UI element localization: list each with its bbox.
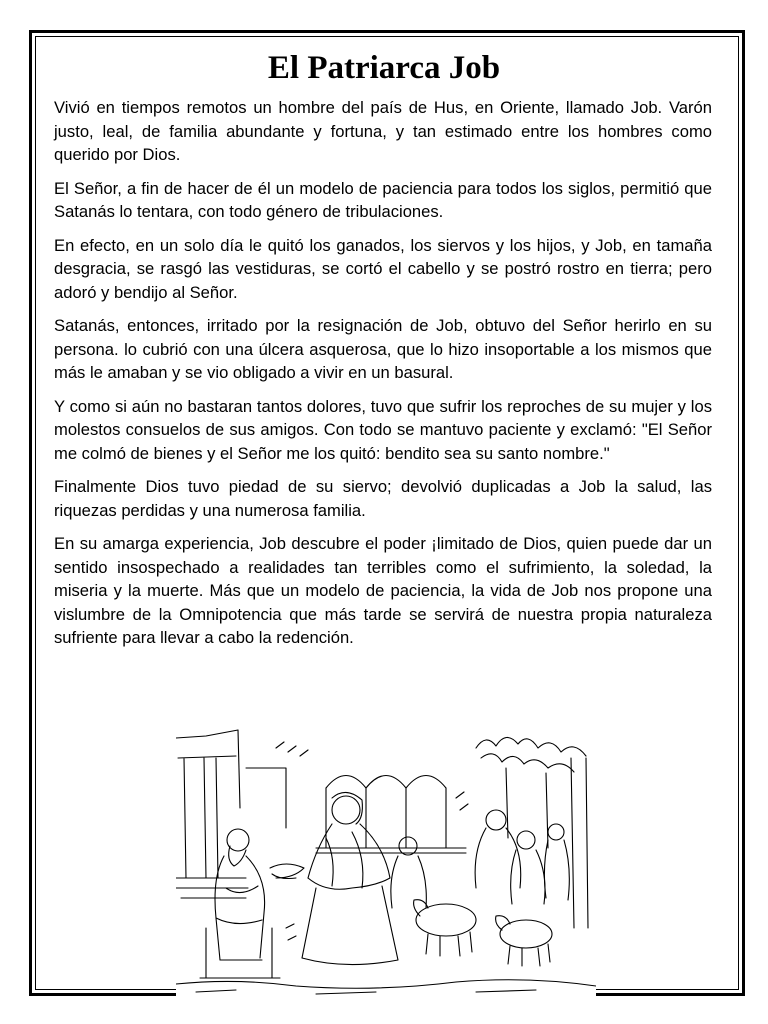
paragraph-6: Finalmente Dios tuvo piedad de su siervo; devolvió duplicadas a Job la salud, las riquezas perdidas y una numerosa familia. [54, 477, 712, 520]
page-title: El Patriarca Job [267, 50, 501, 86]
job-illustration [176, 728, 596, 1000]
paragraph-5: Y como si aún no bastaran tantos dolores, tuvo que sufrir los reproches de su mujer y los molestos consuelos de sus amigos. Con todo se mantuvo paciente y exclamó: "El Señor me colmó de bienes y el Señor me los quitó: bendito sea su santo nombre." [54, 396, 712, 463]
paragraph-1: Vivió en tiempos remotos un hombre del país de Hus, en Oriente, llamado Job. Varón justo, leal, de familia abundante y fortuna, y tan estimado entre los hombres como querido por Dios. [54, 98, 712, 164]
paragraph-4: Satanás, entonces, irritado por la resignación de Job, obtuvo del Señor herirlo en su persona. lo cubrió con una úlcera asquerosa, que lo hizo insoportable a los mismos que más le amaban y se vio obligado a vivir en un basural. [54, 316, 712, 382]
paragraph-2: El Señor, a fin de hacer de él un modelo de paciencia para todos los siglos, permitió que Satanás lo tentara, con todo género de tribulaciones. [54, 178, 712, 221]
body-text [54, 96, 712, 660]
paragraph-7: En su amarga experiencia, Job descubre el poder ¡limitado de Dios, quien puede dar un sentido insospechado a realidades tan terribles como el sufrimiento, la soledad, la miseria y la muerte. Más que un modelo de paciencia, la vida de Job nos propone una vislumbre de la Omnipotencia que más tarde se servirá de nuestra propia naturaleza sufriente para llevar a cabo la redención. [54, 534, 712, 647]
line-art-drawing [176, 728, 596, 1000]
paragraph-3: En efecto, en un solo día le quitó los ganados, los siervos y los hijos, y Job, en tamaña desgracia, se rasgó las vestiduras, se cortó el cabello y se postró rostro en tierra; pero adoró y bendijo al Señor. [54, 235, 712, 302]
